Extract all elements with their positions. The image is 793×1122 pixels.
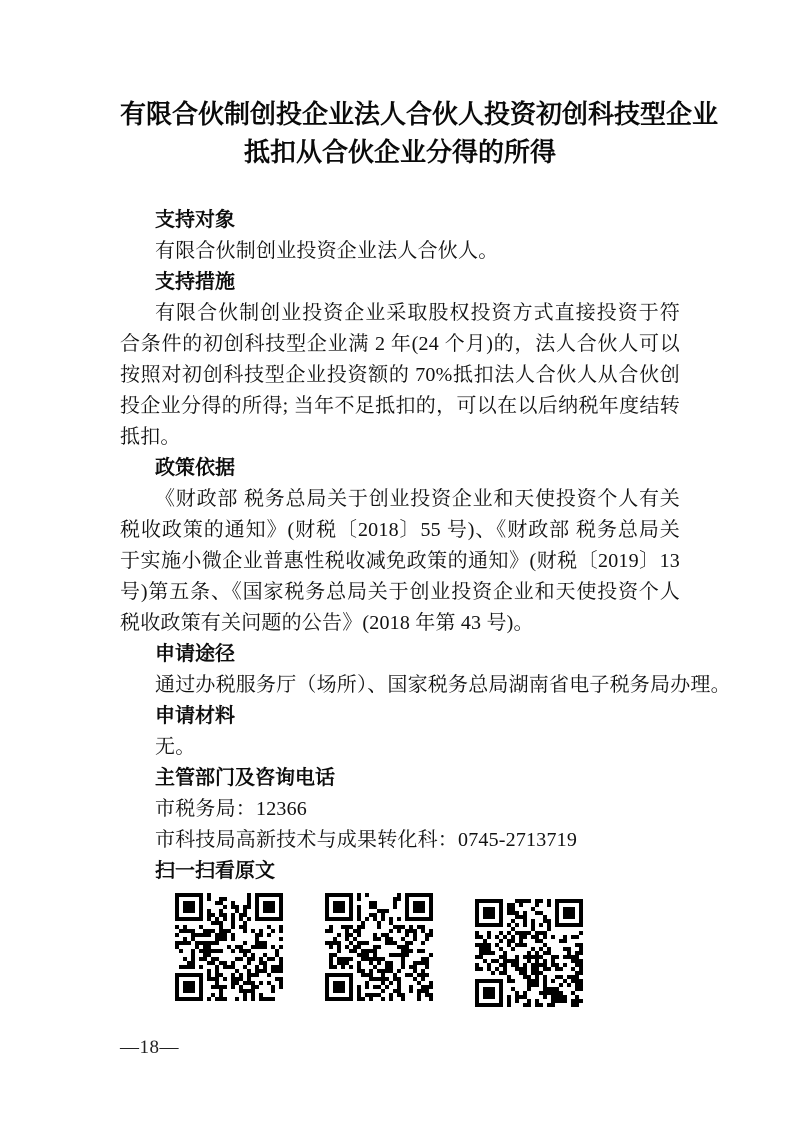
qr-code-1	[175, 893, 283, 1001]
section-heading: 主管部门及咨询电话	[155, 767, 335, 789]
section-scan-original	[120, 856, 680, 1007]
section-paragraph: 无。	[155, 736, 196, 758]
document-title	[120, 96, 719, 172]
section-support-target	[120, 205, 680, 267]
document-title-line1: 有限合伙制创投企业法人合伙人投资初创科技型企业	[120, 100, 719, 129]
section-paragraph: 通过办税服务厅（场所）、国家税务总局湖南省电子税务局办理。	[155, 674, 731, 696]
section-heading: 申请途径	[155, 643, 235, 665]
section-paragraph: 市科技局高新技术与成果转化科：0745-2713719	[155, 829, 578, 851]
section-support-measures	[120, 267, 680, 453]
section-department-contacts	[120, 763, 680, 856]
sections	[120, 205, 731, 1007]
section-heading: 支持对象	[155, 209, 235, 231]
section-paragraph: 市税务局：12366	[155, 798, 307, 820]
section-application-materials	[120, 701, 680, 763]
section-heading: 申请材料	[155, 705, 235, 727]
section-paragraph: 《财政部 税务总局关于创业投资企业和天使投资个人有关税收政策的通知》(财税〔2018〕55 号)、《财政部 税务总局关于实施小微企业普惠性税收减免政策的通知》(财税〔2019〕13 号)第五条、《国家税务总局关于创业投资企业和天使投资个人税收政策有关问题的公告》(2018 年第 43 号)。	[120, 488, 680, 634]
section-heading: 支持措施	[155, 271, 235, 293]
document-title-line2: 抵扣从合伙企业分得的所得	[243, 138, 556, 167]
document-content	[120, 0, 731, 1007]
qr-code-3	[475, 899, 583, 1007]
section-paragraph: 有限合伙制创业投资企业采取股权投资方式直接投资于符合条件的初创科技型企业满 2 年(24 个月)的，法人合伙人可以按照对初创科技型企业投资额的 70%抵扣法人合伙人从合伙创投企业分得的所得; 当年不足抵扣的，可以在以后纳税年度结转抵扣。	[120, 302, 680, 448]
qr-code-row	[175, 893, 680, 1007]
section-paragraph: 有限合伙制创业投资企业法人合伙人。	[155, 240, 499, 262]
section-heading: 扫一扫看原文	[155, 860, 275, 882]
page-number: —18—	[120, 1037, 179, 1058]
section-policy-basis	[120, 453, 680, 639]
qr-code-2	[325, 893, 433, 1001]
section-application-channel	[120, 639, 731, 701]
section-heading: 政策依据	[155, 457, 235, 479]
